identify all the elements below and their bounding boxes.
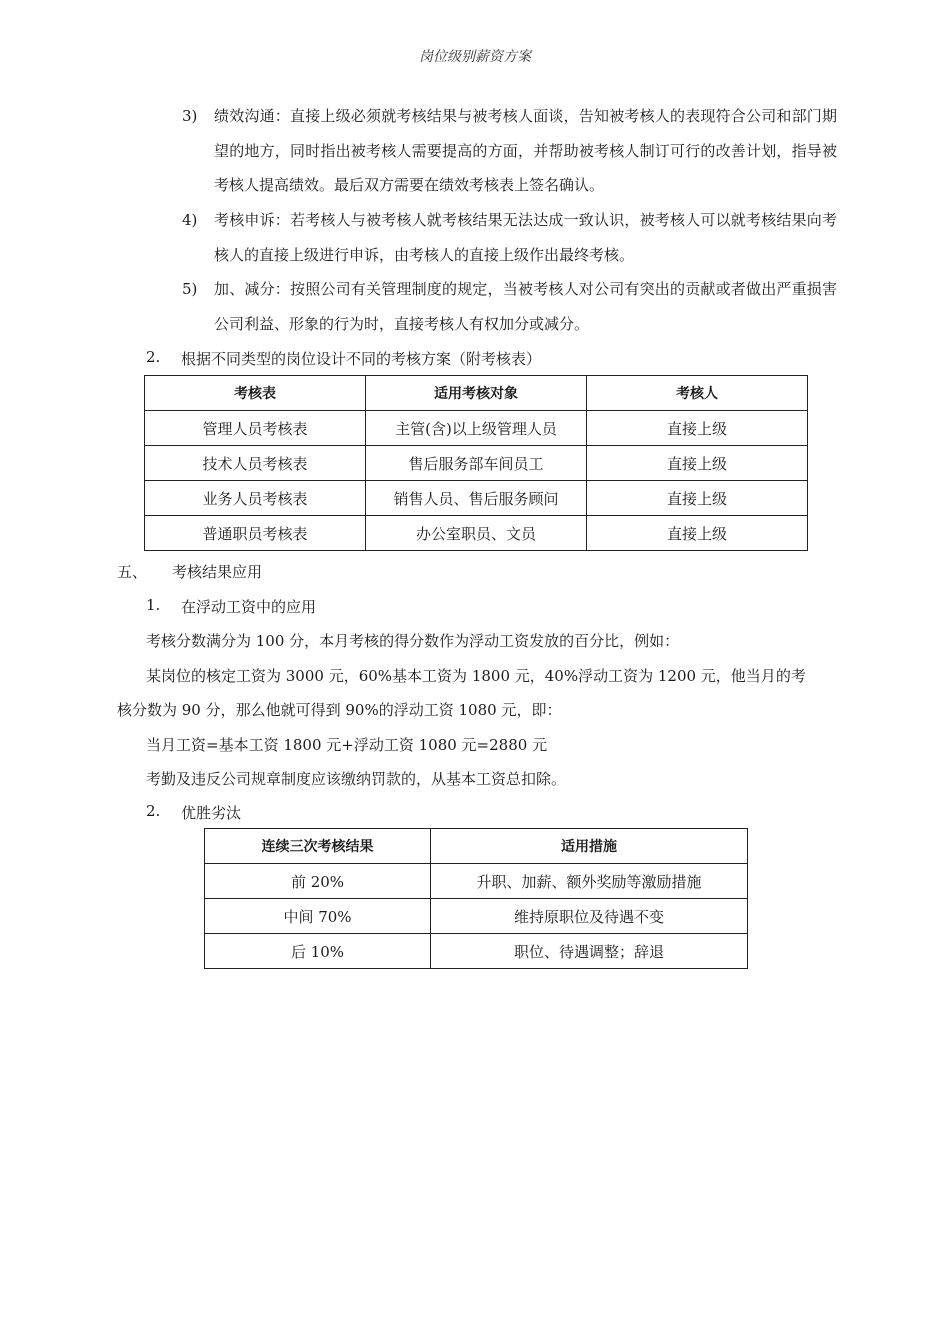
step-number: 4) <box>182 211 198 229</box>
paragraph: 某岗位的核定工资为 3000 元，60%基本工资为 1800 元，40%浮动工资为 1200 元，他当月的考 <box>146 667 806 685</box>
table-row <box>145 481 808 516</box>
table-cell: 职位、待遇调整；辞退 <box>431 934 748 969</box>
table-cell: 普通职员考核表 <box>145 516 366 551</box>
table-header-cell: 考核表 <box>145 376 366 411</box>
table-header-cell: 适用考核对象 <box>366 376 587 411</box>
step-text: 绩效沟通：直接上级必须就考核结果与被考核人面谈，告知被考核人的表现符合公司和部门期望的地方，同时指出被考核人需要提高的方面，并帮助被考核人制订可行的改善计划，指导被考核人提高绩效。最后双方需要在绩效考核表上签名确认。 <box>214 107 837 194</box>
table-cell: 直接上级 <box>587 516 808 551</box>
section-5-number: 五、 <box>117 563 148 581</box>
table-cell: 前 20% <box>205 864 431 899</box>
table-row <box>205 864 748 899</box>
table-cell: 办公室职员、文员 <box>366 516 587 551</box>
table-cell: 业务人员考核表 <box>145 481 366 516</box>
table-cell: 中间 70% <box>205 899 431 934</box>
point-2-text: 根据不同类型的岗位设计不同的考核方案（附考核表） <box>181 350 542 368</box>
table-header-row <box>145 376 808 411</box>
table-row <box>205 899 748 934</box>
table-row <box>145 446 808 481</box>
step-text: 加、减分：按照公司有关管理制度的规定，当被考核人对公司有突出的贡献或者做出严重损害公司利益、形象的行为时，直接考核人有权加分或减分。 <box>214 280 837 333</box>
table-header-cell: 连续三次考核结果 <box>205 829 431 864</box>
table-cell: 直接上级 <box>587 481 808 516</box>
page-header-title: 岗位级别薪资方案 <box>419 49 531 65</box>
paragraph: 考核分数满分为 100 分，本月考核的得分数作为浮动工资发放的百分比，例如： <box>146 632 680 650</box>
table-cell: 升职、加薪、额外奖励等激励措施 <box>431 864 748 899</box>
table-header-row <box>205 829 748 864</box>
elimination-table <box>204 828 748 969</box>
step-number: 3) <box>182 107 198 125</box>
paragraph: 当月工资=基本工资 1800 元+浮动工资 1080 元=2880 元 <box>146 736 548 754</box>
step-text: 考核申诉：若考核人与被考核人就考核结果无法达成一致认识，被考核人可以就考核结果向考核人的直接上级进行申诉，由考核人的直接上级作出最终考核。 <box>214 211 837 264</box>
sub-1-title: 在浮动工资中的应用 <box>181 598 317 616</box>
table-header-cell: 考核人 <box>587 376 808 411</box>
paragraph: 考勤及违反公司规章制度应该缴纳罚款的，从基本工资总扣除。 <box>146 770 567 788</box>
point-2-number: 2. <box>146 348 161 366</box>
sub-2-number: 2. <box>146 802 161 820</box>
table-cell: 销售人员、售后服务顾问 <box>366 481 587 516</box>
table-cell: 技术人员考核表 <box>145 446 366 481</box>
table-header-cell: 适用措施 <box>431 829 748 864</box>
step-number: 5) <box>182 280 198 298</box>
table-cell: 售后服务部车间员工 <box>366 446 587 481</box>
table-cell: 主管(含)以上级管理人员 <box>366 411 587 446</box>
sub-2-title: 优胜劣汰 <box>181 804 242 822</box>
table-row <box>205 934 748 969</box>
table-cell: 直接上级 <box>587 411 808 446</box>
assessment-table <box>144 375 808 551</box>
section-5-title: 考核结果应用 <box>172 563 263 581</box>
paragraph: 核分数为 90 分，那么他就可得到 90%的浮动工资 1080 元，即： <box>117 701 562 719</box>
table-row <box>145 516 808 551</box>
table-cell: 维持原职位及待遇不变 <box>431 899 748 934</box>
table-row <box>145 411 808 446</box>
table-cell: 直接上级 <box>587 446 808 481</box>
table-cell: 后 10% <box>205 934 431 969</box>
sub-1-number: 1. <box>146 596 161 614</box>
table-cell: 管理人员考核表 <box>145 411 366 446</box>
